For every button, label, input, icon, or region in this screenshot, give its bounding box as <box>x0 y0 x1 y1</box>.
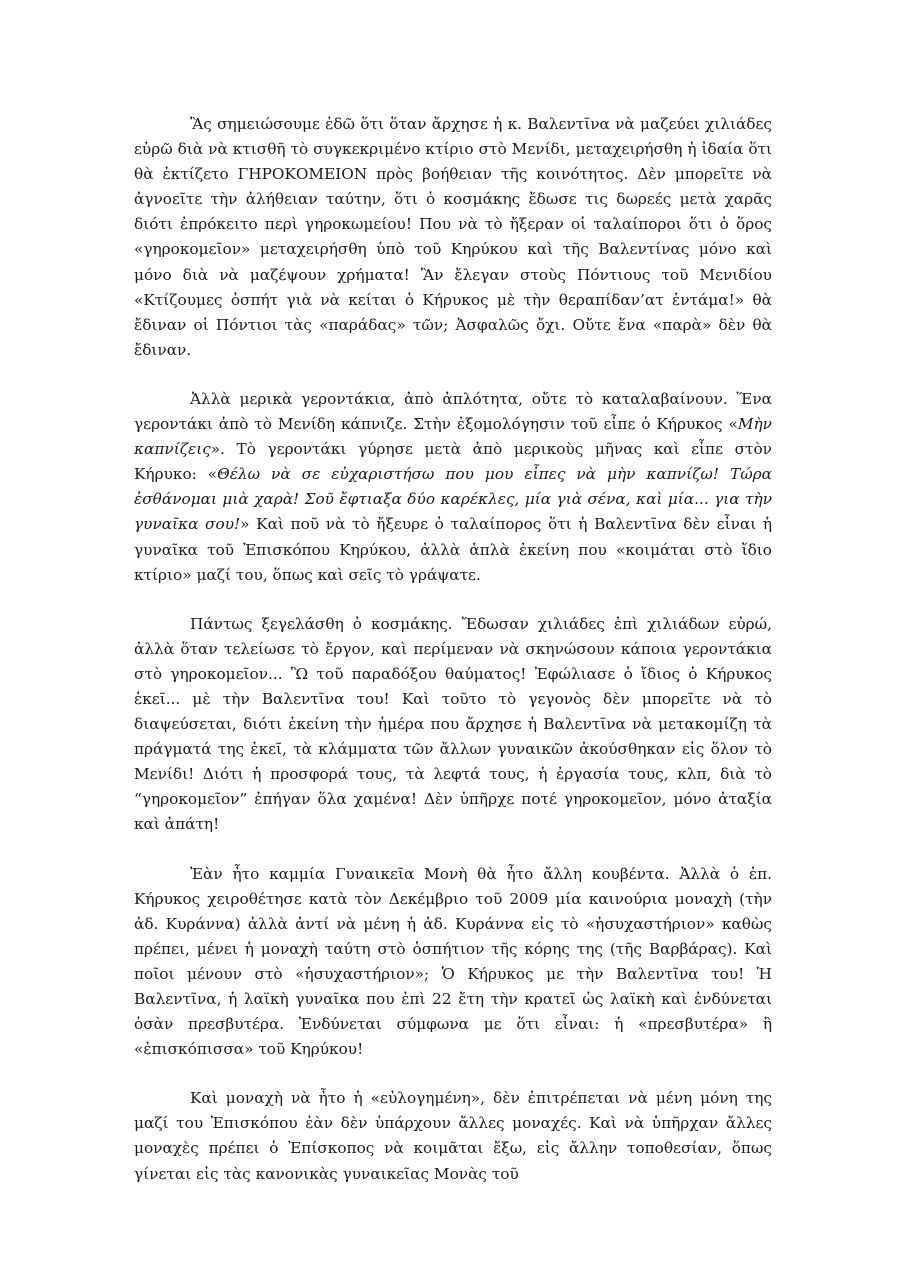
paragraph-text: Καὶ μοναχὴ νὰ ἦτο ἡ «εὐλογημένη», δὲν ἐπιτρέπεται νὰ μένη μόνη της μαζί του Ἐπισκόπου ἐὰν δὲν ὑπάρχουν ἄλλες μοναχές. Καὶ νὰ ὑπῆρχαν ἄλλες μοναχὲς πρέπει ὁ Ἐπίσκοπος νὰ κοιμᾶται ἔξω, εἰς ἄλλην τοποθεσίαν, ὅπως γίνεται εἰς τὰς κανονικὰς γυναικεῖας Μονὰς τοῦ <box>134 1089 772 1183</box>
paragraph-italic-quote: Μὴν καπνίζεις <box>134 415 772 459</box>
paragraph-text: » Καὶ ποῦ νὰ τὸ ἤξευρε ὁ ταλαίπορος ὅτι ἡ Βαλεντῖνα δὲν εἶναι ἡ γυναῖκα τοῦ Ἐπισκόπου Κηρύκου, ἀλλὰ ἁπλὰ ἐκείνη που «κοιμάται στὸ ἴδιο κτίριο» μαζί του, ὅπως καὶ σεῖς τὸ γράψατε. <box>134 515 773 584</box>
paragraph-2 <box>134 387 772 588</box>
paragraph-5 <box>134 1086 772 1186</box>
paragraph-italic-quote: Θέλω νὰ σε εὐχαριστήσω που μου εἶπες νὰ μὴν καπνίζω! Τώρα ἐσθάνομαι μιὰ χαρὰ! Σοῦ ἔφτιαξα δύο καρέκλες, μία γιὰ σένα, καὶ μία... για τὴν γυναῖκα σου! <box>134 465 773 534</box>
paragraph-3 <box>134 612 772 838</box>
paragraph-text: ». Τὸ γεροντάκι γύρησε μετὰ ἀπὸ μερικοὺς μῆνας καὶ εἶπε στὸν Κήρυκο: « <box>134 440 772 484</box>
paragraph-text: Ἂς σημειώσουμε ἐδῶ ὅτι ὅταν ἄρχησε ἡ κ. Βαλεντῖνα νὰ μαζεύει χιλιάδες εὐρῶ διὰ νὰ κτισθῆ τὸ συγκεκριμένο κτίριο στὸ Μενίδι, μεταχειρήσθη ἡ ἰδαία ὅτι θὰ ἐκτίζετο ΓΗΡΟΚΟΜΕΙΟΝ πρὸς βοήθειαν τῆς κοινότητος. Δὲν μπορεῖτε νὰ ἀγνοεῖτε τὴν ἀλήθειαν ταύτην, ὅτι ὁ κοσμάκης ἔδωσε τις δωρεές μετὰ χαρᾶς διότι ἐπρόκειτο περὶ γηροκωμείου! Που νὰ τὸ ἤξεραν οἱ ταλαίποροι ὅτι ὁ ὅρος «γηροκομεῖον» μεταχειρήσθη ὑπὸ τοῦ Κηρύκου καὶ τῆς Βαλεντίνας μόνο καὶ μόνο διὰ νὰ μαζέψουν χρήματα! Ἂν ἔλεγαν στοὺς Πόντιους τοῦ Μενιδίου «Κτίζουμες ὁσπήτ γιὰ νὰ κείται ὁ Κήρυκος μὲ τὴν θεραπίδαν’ατ ἐντάμα!» θὰ ἔδιναν οἱ Πόντιοι τὰς «παράδας» τῶν; Ἀσφαλῶς ὄχι. Οὔτε ἕνα «παρὰ» δὲν θὰ ἔδιναν. <box>134 115 772 359</box>
document-body <box>134 112 772 1211</box>
paragraph-text: Ἀλλὰ μερικὰ γεροντάκια, ἀπὸ ἀπλότητα, οὔτε τὸ καταλαβαίνουν. Ἕνα γεροντάκι ἀπὸ τὸ Μενίδη κάπνιζε. Στὴν ἐξομολόγησιν τοῦ εἶπε ὁ Κήρυκος « <box>134 389 772 434</box>
paragraph-4 <box>134 862 772 1063</box>
paragraph-1 <box>134 112 772 363</box>
paragraph-text: Πάντως ξεγελάσθη ὁ κοσμάκης. Ἔδωσαν χιλιάδες ἐπὶ χιλιάδων εὐρώ, ἀλλὰ ὅταν τελείωσε τὸ ἔργον, καὶ περίμεναν νὰ σκηνώσουν κάποια γεροντάκια στὸ γηροκομεῖον... Ὢ τοῦ παραδόξου θαύματος! Ἐφώλιασε ὁ ἴδιος ὁ Κήρυκος ἐκεῖ... μὲ τὴν Βαλεντῖνα του! Καὶ τοῦτο τὸ γεγονὸς δὲν μπορεῖτε νὰ τὸ διαψεύσεται, διότι ἐκείνη τὴν ἡμέρα που ἄρχησε ἡ Βαλεντῖνα νὰ μετακομίζη τὰ πράγματά της ἐκεῖ, τὰ κλάμματα τῶν ἄλλων γυναικῶν ἀκούσθηκαν εἰς ὅλον τὸ Μενίδι! Διότι ἡ προσφορά τους, τὰ λεφτά τους, ἡ ἐργασία τους, κλπ, διὰ τὸ “γηροκομεῖον” ἐπήγαν ὅλα χαμένα! Δὲν ὑπῆρχε ποτέ γηροκομεῖον, μόνο ἀταξία καὶ ἀπάτη! <box>134 614 772 834</box>
paragraph-text: Ἐὰν ἦτο καμμία Γυναικεῖα Μονὴ θὰ ἦτο ἄλλη κουβέντα. Ἀλλὰ ὁ ἐπ. Κήρυκος χειροθέτησε κατὰ τὸν Δεκέμβριο τοῦ 2009 μία καινούρια μοναχὴ (τὴν ἀδ. Κυράννα) ἀλλὰ ἀντί νὰ μένη ἡ ἀδ. Κυράννα εἰς τὸ «ἡσυχαστήριον» καθὼς πρέπει, μένει ἡ μοναχὴ ταύτη στὸ ὁσπήτιον τῆς κόρης της (τῆς Βαρβάρας). Καὶ ποῖοι μένουν στὸ «ἡσυχαστήριον»; Ὁ Κήρυκος με τὴν Βαλεντῖνα του! Ἡ Βαλεντῖνα, ἡ λαϊκὴ γυναῖκα που ἐπὶ 22 ἔτη τὴν κρατεῖ ὡς λαϊκὴ καὶ ἐνδύνεται ὁσὰν πρεσβυτέρα. Ἐνδύνεται σύμφωνα με ὅτι εἶναι: ἡ «πρεσβυτέρα» ἢ «ἐπισκόπισσα» τοῦ Κηρύκου! <box>134 864 772 1059</box>
